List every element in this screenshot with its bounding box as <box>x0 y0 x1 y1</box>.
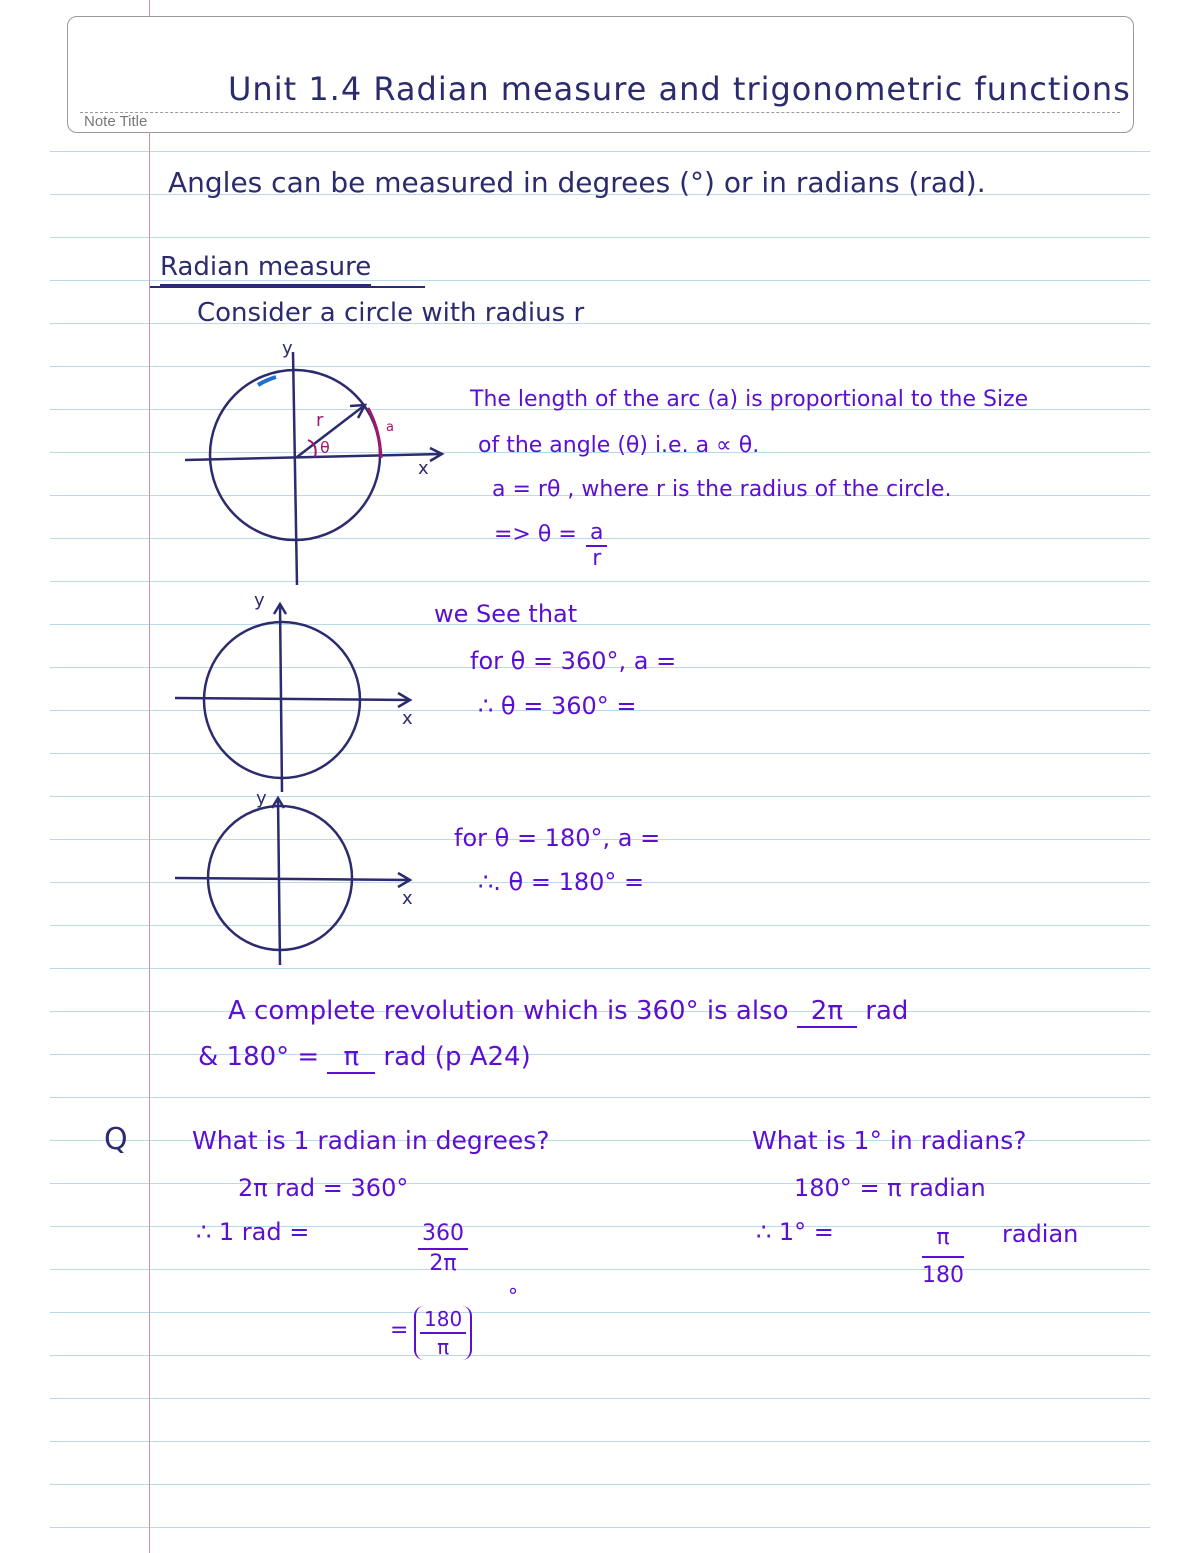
revolution-line-2 <box>198 1042 531 1072</box>
rule-line <box>50 1484 1150 1485</box>
theta-fraction-denominator: r <box>592 546 602 571</box>
theta-fraction-numerator: a <box>586 521 607 547</box>
see-that-line-2: for θ = 360°, a = <box>470 647 677 675</box>
revolution-line-2-text: & 180° = <box>198 1042 320 1072</box>
see-that-line-3: ∴ θ = 360° = <box>478 692 637 720</box>
heading-underline <box>150 286 425 288</box>
half-circle-diagram <box>170 790 430 970</box>
left-result-fraction <box>414 1306 472 1360</box>
see-that-line-1: we See that <box>434 600 578 628</box>
x-axis <box>175 698 410 700</box>
consider-line: Consider a circle with radius r <box>197 298 585 328</box>
left-question: What is 1 radian in degrees? <box>192 1126 550 1155</box>
intro-line: Angles can be measured in degrees (°) or in radians (rad). <box>168 166 986 199</box>
rule-line <box>50 1398 1150 1399</box>
right-fraction-denominator: 180 <box>922 1263 964 1288</box>
left-degree-sign: ° <box>508 1284 518 1308</box>
rule-line <box>50 1097 1150 1098</box>
left-result-numerator: 180 <box>420 1306 466 1334</box>
page-title: Unit 1.4 Radian measure and trigonometric functions <box>228 70 1131 108</box>
diagram1-theta-label: θ <box>320 438 330 457</box>
right-line-1: 180° = π radian <box>794 1174 986 1202</box>
header-divider <box>80 112 1120 113</box>
rule-line <box>50 1312 1150 1313</box>
diagram1-r-label: r <box>316 410 324 431</box>
note-title-label: Note Title <box>84 113 148 130</box>
diagram1-a-label: a <box>386 420 394 435</box>
left-line-2: ∴ 1 rad = <box>196 1218 310 1246</box>
left-fraction-numerator: 360 <box>418 1220 468 1250</box>
revolution-line-1 <box>228 996 908 1026</box>
left-fraction-denominator: 2π <box>429 1251 457 1276</box>
diagram1-y-label: y <box>282 338 293 359</box>
radian-circle-diagram <box>180 340 450 590</box>
theta-fraction <box>586 521 607 571</box>
left-line-3-equals: = <box>390 1318 409 1343</box>
full-circle-diagram <box>170 600 430 800</box>
diagram3-x-label: x <box>402 888 413 909</box>
revolution-line-1-text: A complete revolution which is 360° is also <box>228 996 789 1026</box>
rule-line <box>50 1355 1150 1356</box>
diagram1-x-label: x <box>418 458 429 479</box>
right-fraction <box>922 1220 964 1294</box>
right-line-2: ∴ 1° = <box>756 1218 834 1246</box>
revolution-pi: π <box>327 1042 375 1074</box>
y-axis <box>278 798 280 965</box>
margin-line <box>149 0 150 1553</box>
question-marker: Q <box>104 1122 128 1157</box>
y-axis <box>280 604 282 792</box>
revolution-line-2-suffix: rad (p A24) <box>383 1042 531 1072</box>
explanation-line-1: The length of the arc (a) is proportional to the Size <box>470 387 1029 412</box>
left-result-denominator: π <box>437 1335 450 1359</box>
diagram2-x-label: x <box>402 708 413 729</box>
radius-line <box>297 405 365 457</box>
revolution-rad: rad <box>865 996 909 1026</box>
rule-line <box>50 1441 1150 1442</box>
x-axis <box>185 454 442 460</box>
explanation-line-2: of the angle (θ) i.e. a ∝ θ. <box>478 433 760 458</box>
rule-line <box>50 1527 1150 1528</box>
rule-line <box>50 151 1150 152</box>
section-heading: Radian measure <box>160 252 371 286</box>
half-line-1: for θ = 180°, a = <box>454 824 661 852</box>
half-line-2: ∴. θ = 180° = <box>478 868 645 896</box>
x-axis <box>175 878 410 880</box>
right-fraction-numerator: π <box>922 1220 964 1258</box>
explanation-line-4: => θ = <box>494 522 577 547</box>
diagram2-y-label: y <box>254 590 265 611</box>
left-fraction <box>418 1220 468 1278</box>
right-question: What is 1° in radians? <box>752 1126 1027 1155</box>
explanation-line-3: a = rθ , where r is the radius of the circle. <box>492 477 952 502</box>
diagram3-y-label: y <box>256 788 267 809</box>
y-axis <box>293 352 297 585</box>
rule-line <box>50 237 1150 238</box>
revolution-2pi: 2π <box>797 996 857 1028</box>
rule-line <box>50 1269 1150 1270</box>
right-line-2-radian: radian <box>1002 1220 1079 1248</box>
left-line-1: 2π rad = 360° <box>238 1174 409 1202</box>
